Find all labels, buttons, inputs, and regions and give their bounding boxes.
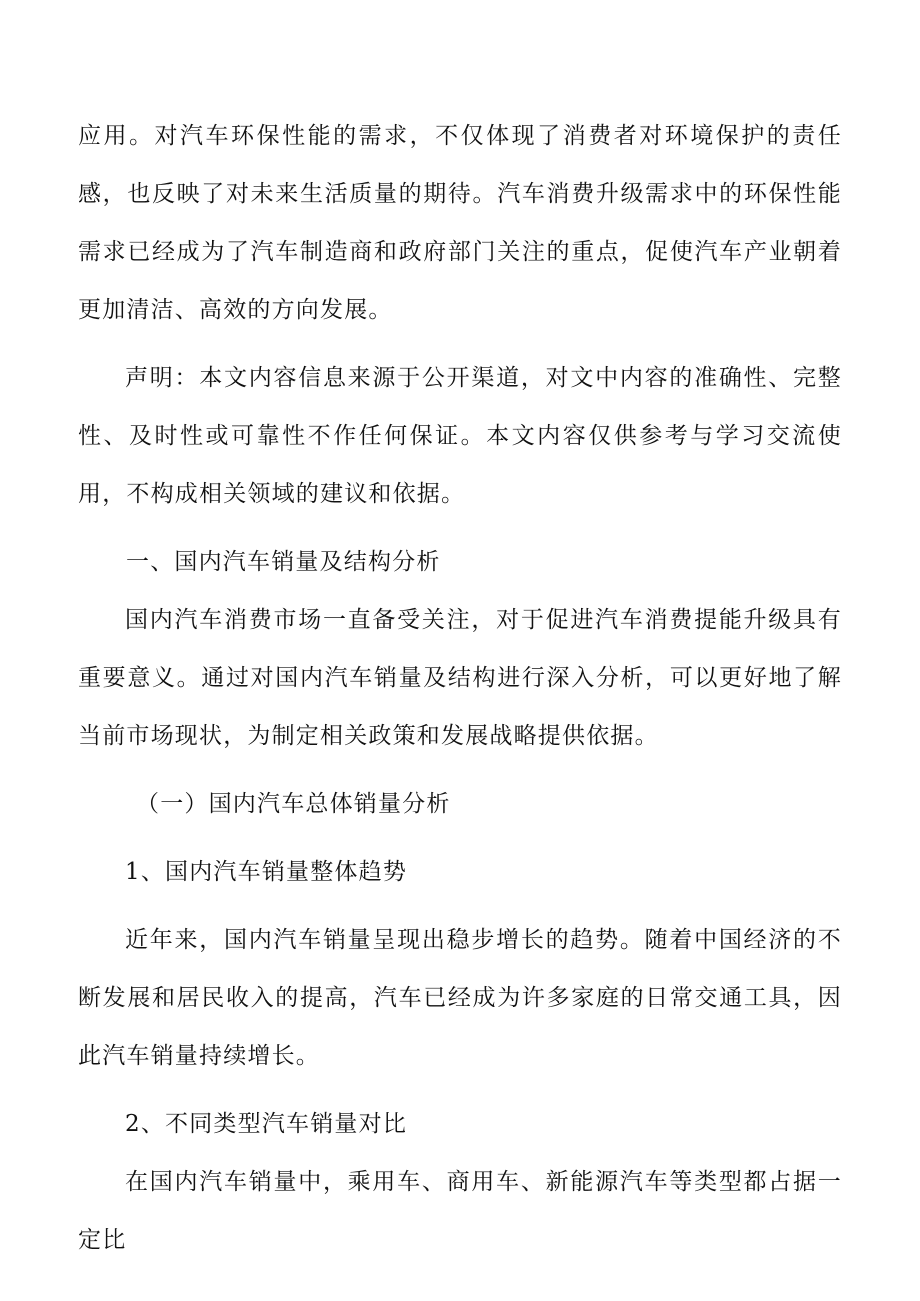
document-body — [78, 107, 842, 1269]
item-heading-type-comparison: 2、不同类型汽车销量对比 — [125, 1111, 408, 1137]
paragraph-sales-trend: 近年来，国内汽车销量呈现出稳步增长的趋势。随着中国经济的不断发展和居民收入的提高，汽车已经成为许多家庭的日常交通工具，因此汽车销量持续增长。 — [78, 927, 842, 1069]
paragraph-disclaimer: 声明：本文内容信息来源于公开渠道，对文中内容的准确性、完整性、及时性或可靠性不作任何保证。本文内容仅供参考与学习交流使用，不构成相关领域的建议和依据。 — [78, 365, 842, 507]
section-heading-domestic-sales: 一、国内汽车销量及结构分析 — [126, 549, 441, 575]
paragraph-environmental-performance: 应用。对汽车环保性能的需求，不仅体现了消费者对环境保护的责任感，也反映了对未来生活质量的期待。汽车消费升级需求中的环保性能需求已经成为了汽车制造商和政府部门关注的重点，促使汽车产业朝着更加清洁、高效的方向发展。 — [78, 123, 842, 323]
paragraph-market-intro: 国内汽车消费市场一直备受关注，对于促进汽车消费提能升级具有重要意义。通过对国内汽车销量及结构进行深入分析，可以更好地了解当前市场现状，为制定相关政策和发展战略提供依据。 — [78, 607, 842, 749]
paragraph-type-comparison: 在国内汽车销量中，乘用车、商用车、新能源汽车等类型都占据一定比 — [78, 1169, 842, 1253]
item-heading-sales-trend: 1、国内汽车销量整体趋势 — [125, 859, 408, 885]
subsection-heading-overall-sales: （一）国内汽车总体销量分析 — [136, 791, 451, 817]
